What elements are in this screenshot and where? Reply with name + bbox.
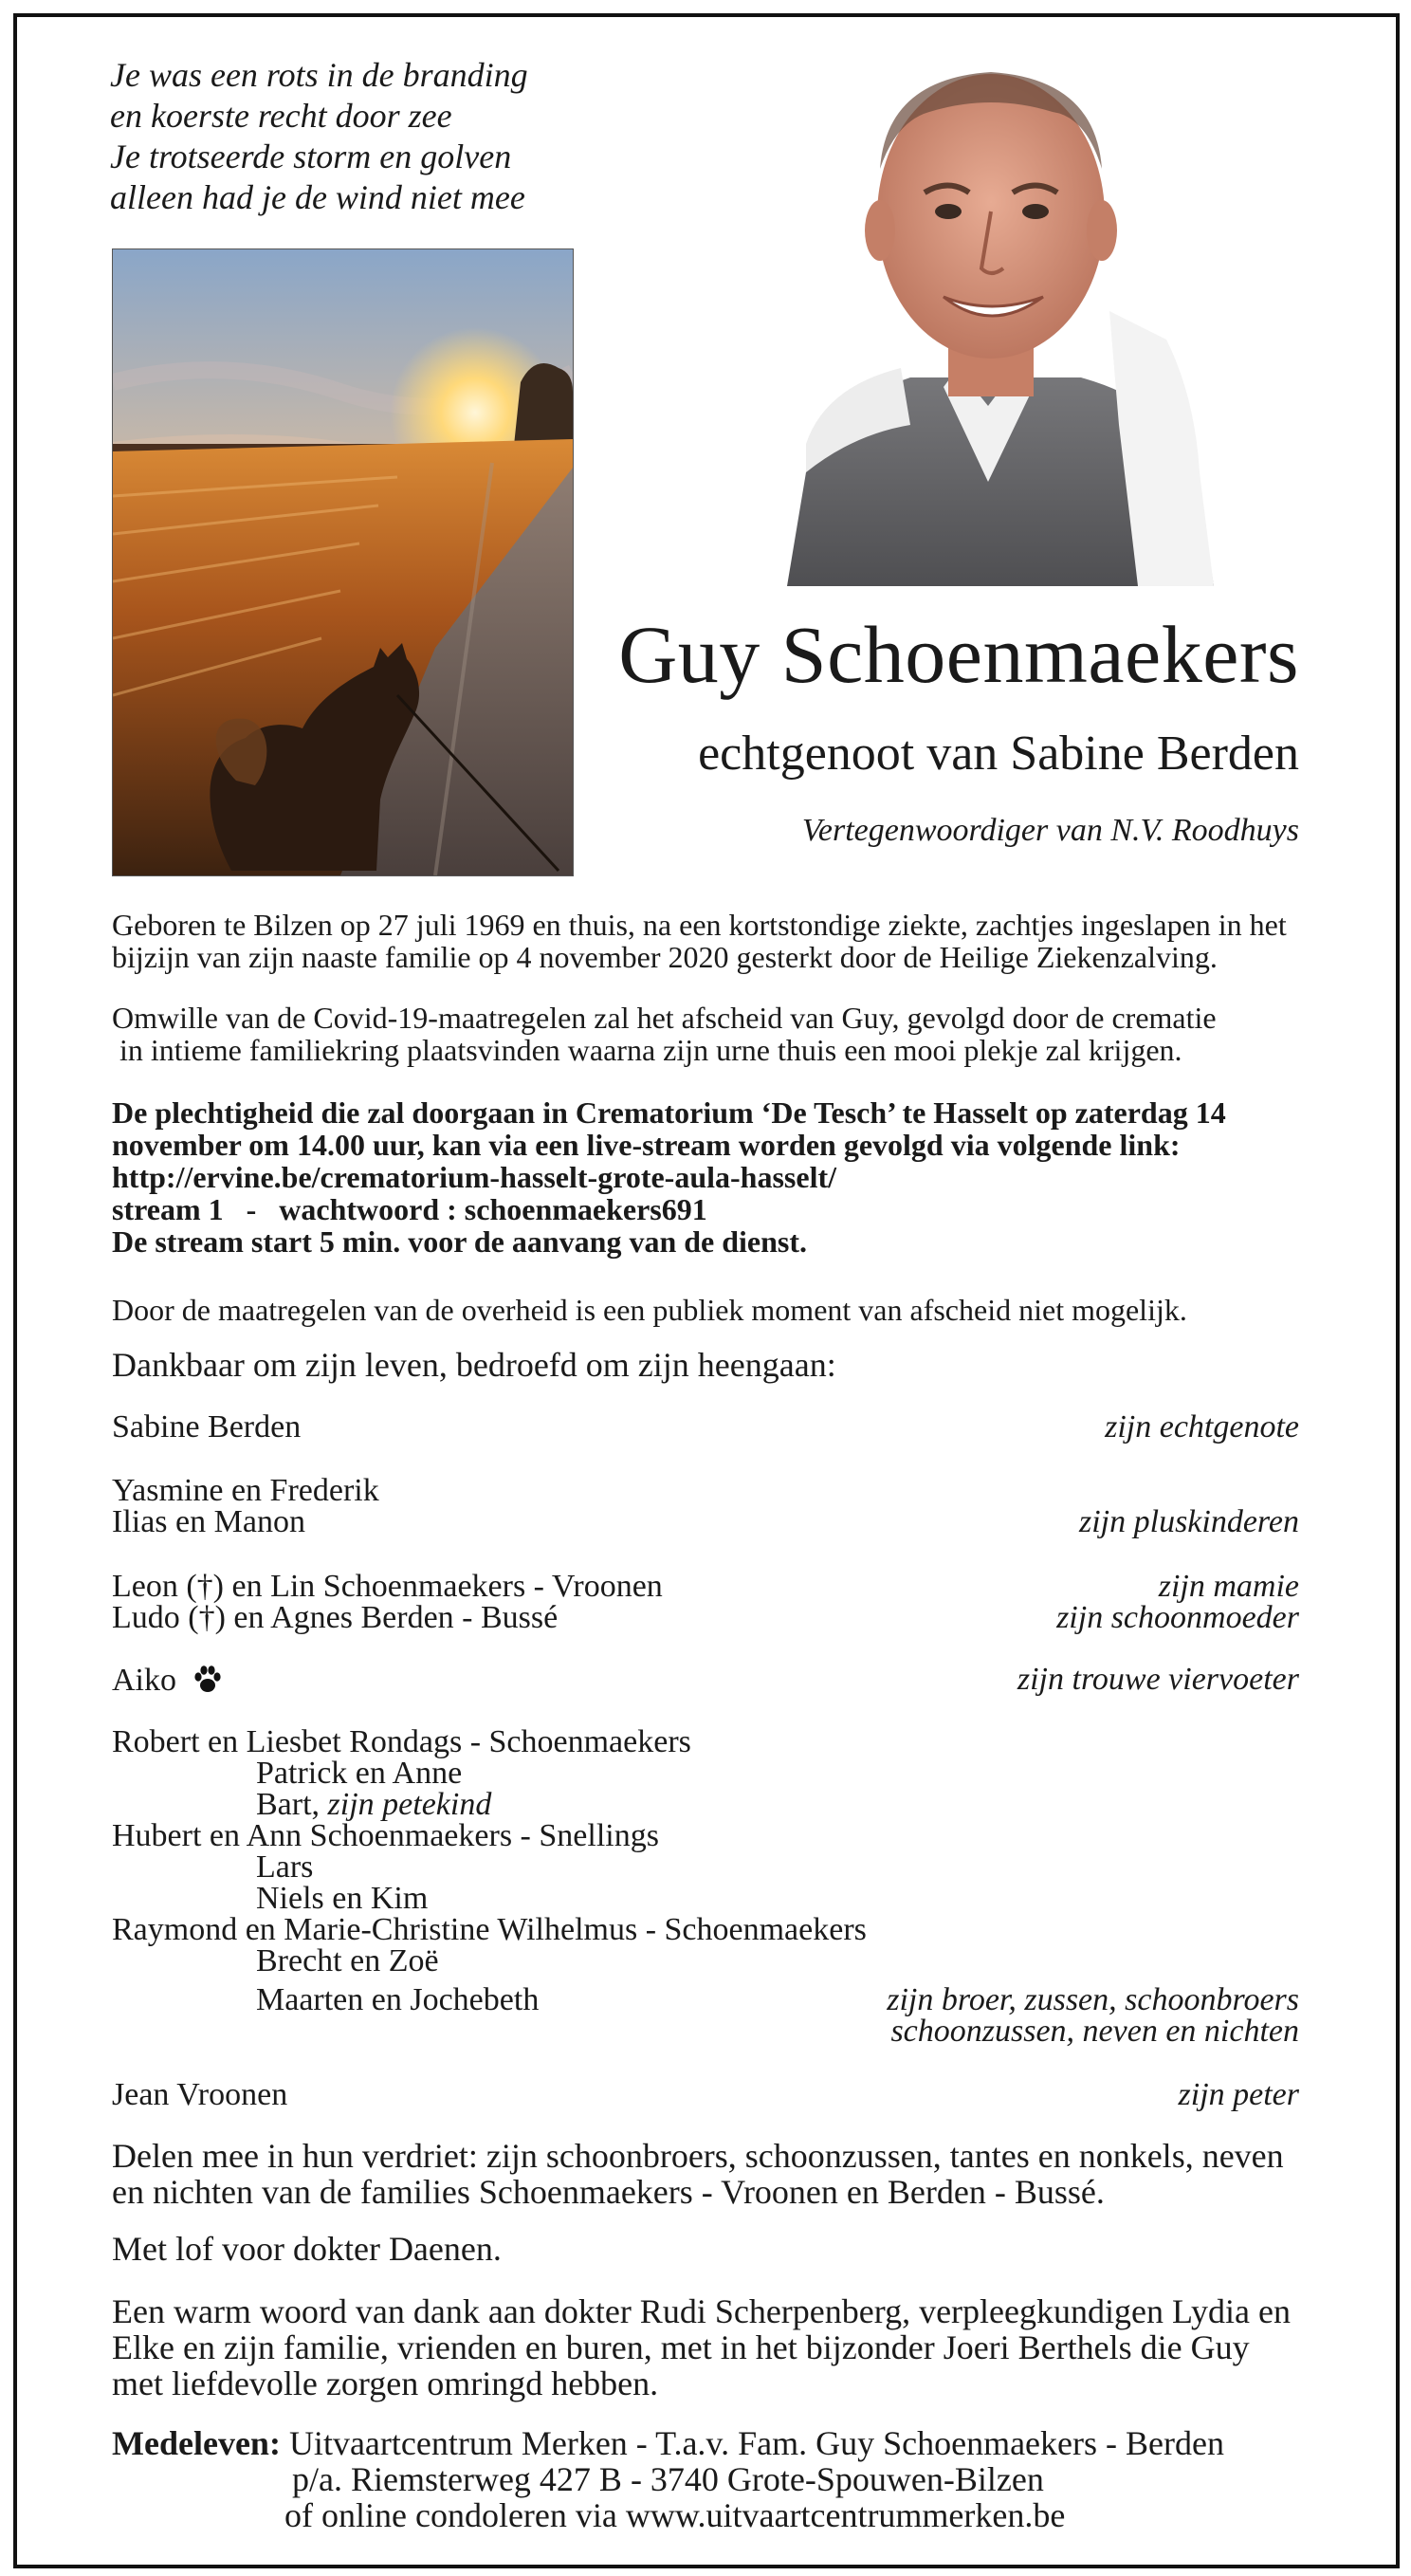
spouse-line: echtgenoot van Sabine Berden bbox=[698, 727, 1299, 781]
grateful-line: Dankbaar om zijn leven, bedroefd om zijn heengaan: bbox=[112, 1346, 836, 1384]
condolence-label: Medeleven: bbox=[112, 2424, 281, 2462]
stream-link[interactable]: http://ervine.be/crematorium-hasselt-grote-aula-hasselt/ bbox=[112, 1160, 837, 1194]
family-name: Jean Vroonen bbox=[112, 2077, 288, 2112]
godchild-note: zijn petekind bbox=[327, 1787, 492, 1822]
praise-line: Met lof voor dokter Daenen. bbox=[112, 2230, 502, 2268]
family-name: Robert en Liesbet Rondags - Schoenmaekers bbox=[112, 1724, 691, 1759]
condolence-line: p/a. Riemsterweg 427 B - 3740 Grote-Spouwen-Bilzen bbox=[292, 2460, 1044, 2498]
stream-password: stream 1 - wachtwoord : schoenmaekers691 bbox=[112, 1192, 707, 1226]
pet-name: Aiko bbox=[112, 1662, 176, 1698]
portrait-image bbox=[768, 27, 1214, 586]
stream-start: De stream start 5 min. voor de aanvang van de dienst. bbox=[112, 1224, 808, 1259]
family-name: Niels en Kim bbox=[256, 1881, 429, 1916]
poem-line: alleen had je de wind niet mee bbox=[110, 178, 525, 216]
family-relation: zijn broer, zussen, schoonbroers bbox=[887, 1982, 1299, 2017]
family-relation: zijn schoonmoeder bbox=[1056, 1600, 1299, 1635]
family-name bbox=[112, 1664, 224, 1702]
thanks-paragraph: Een warm woord van dank aan dokter Rudi Scherpenberg, verpleegkundigen Lydia en Elke en zijn familie, vrienden en buren, met in het bijzonder Joeri Berthels die Guy met liefdevolle zorgen omringd hebben. bbox=[112, 2292, 1291, 2402]
family-name: Yasmine en Frederik bbox=[112, 1473, 379, 1508]
poem-line: en koerste recht door zee bbox=[110, 97, 452, 135]
family-relation: zijn trouwe viervoeter bbox=[1017, 1662, 1299, 1697]
family-name: Lars bbox=[256, 1849, 314, 1885]
share-paragraph: Delen mee in hun verdriet: zijn schoonbroers, schoonzussen, tantes en nonkels, neven en nichten van de families Schoenmaekers - Vroonen en Berden - Bussé. bbox=[112, 2137, 1284, 2211]
measures-paragraph: Door de maatregelen van de overheid is een publiek moment van afscheid niet mogelijk. bbox=[112, 1293, 1187, 1327]
sunset-dog-photo bbox=[112, 248, 574, 876]
family-relation: zijn pluskinderen bbox=[1079, 1504, 1299, 1539]
godchild-name: Bart, bbox=[256, 1787, 321, 1822]
poem bbox=[110, 55, 528, 218]
paw-icon bbox=[192, 1664, 224, 1702]
family-relation: schoonzussen, neven en nichten bbox=[890, 2014, 1299, 2049]
condolence-address: Uitvaartcentrum Merken - T.a.v. Fam. Guy Schoenmaekers - Berden bbox=[288, 2424, 1224, 2462]
birth-paragraph: Geboren te Bilzen op 27 juli 1969 en thuis, na een kortstondige ziekte, zachtjes ingeslapen in het bijzijn van zijn naaste familie op 4 november 2020 gesterkt door de Heilige Ziekenzalving. bbox=[112, 908, 1287, 974]
covid-line: in intieme familiekring plaatsvinden waarna zijn urne thuis een mooi plekje zal krijgen. bbox=[112, 1033, 1182, 1067]
condolence-line bbox=[112, 2425, 1299, 2461]
family-name: Patrick en Anne bbox=[256, 1756, 463, 1791]
covid-paragraph bbox=[112, 1002, 1299, 1066]
poem-line: Je trotseerde storm en golven bbox=[110, 138, 512, 175]
ceremony-paragraph bbox=[112, 1096, 1299, 1258]
condolence-block bbox=[112, 2425, 1299, 2533]
covid-line: Omwille van de Covid-19-maatregelen zal het afscheid van Guy, gevolgd door de crematie bbox=[112, 1001, 1217, 1035]
family-relation: zijn echtgenote bbox=[1105, 1409, 1299, 1444]
family-name: Brecht en Zoë bbox=[256, 1943, 439, 1978]
family-name: Maarten en Jochebeth bbox=[256, 1982, 540, 2017]
sunset-dog-image bbox=[113, 249, 573, 875]
family-name bbox=[112, 1789, 491, 1820]
family-name: Hubert en Ann Schoenmaekers - Snellings bbox=[112, 1818, 659, 1853]
family-relation: zijn peter bbox=[1178, 2077, 1299, 2112]
family-name: Ilias en Manon bbox=[112, 1504, 305, 1539]
family-relation: zijn mamie bbox=[1158, 1569, 1299, 1604]
family-name: Raymond en Marie-Christine Wilhelmus - Schoenmaekers bbox=[112, 1912, 867, 1947]
deceased-name: Guy Schoenmaekers bbox=[618, 609, 1299, 700]
condolence-line: of online condoleren via www.uitvaartcentrummerken.be bbox=[284, 2496, 1066, 2534]
ceremony-text: De plechtigheid die zal doorgaan in Crematorium ‘De Tesch’ te Hasselt op zaterdag 14 november om 14.00 uur, kan via een live-stream worden gevolgd via volgende link: bbox=[112, 1095, 1226, 1162]
portrait-photo bbox=[768, 27, 1214, 586]
family-name: Leon (†) en Lin Schoenmaekers - Vroonen bbox=[112, 1569, 663, 1604]
family-name: Sabine Berden bbox=[112, 1409, 302, 1444]
profession: Vertegenwoordiger van N.V. Roodhuys bbox=[801, 813, 1299, 848]
family-name: Ludo (†) en Agnes Berden - Bussé bbox=[112, 1600, 559, 1635]
poem-line: Je was een rots in de branding bbox=[110, 56, 528, 94]
